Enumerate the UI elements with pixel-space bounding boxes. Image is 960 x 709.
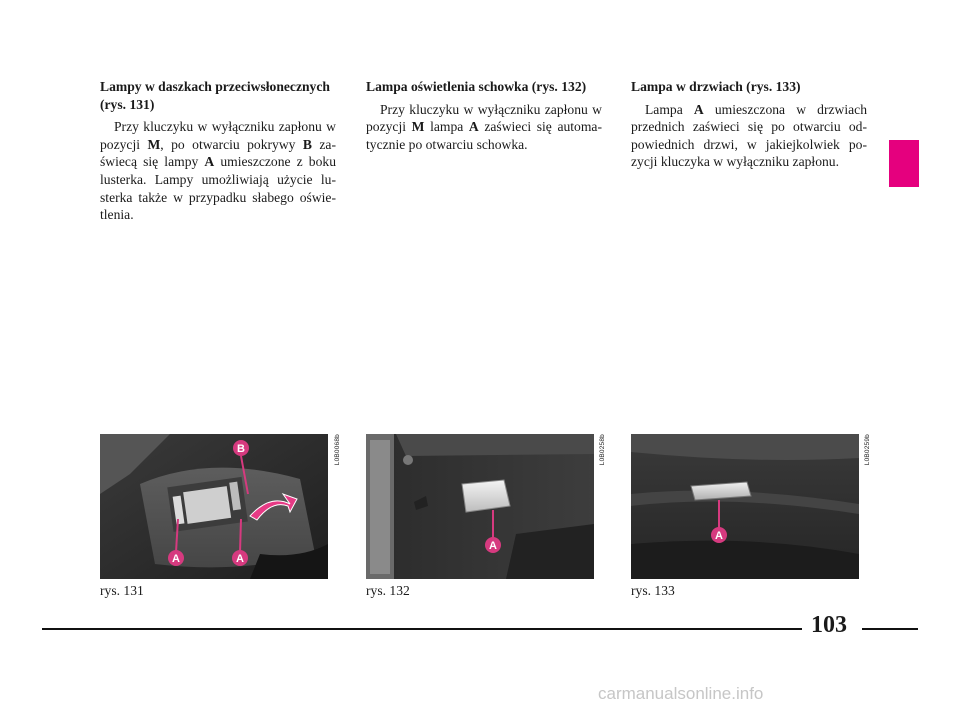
section-body <box>366 101 602 154</box>
figure-door-lamp <box>631 434 859 579</box>
text-run: umieszczona w drzwiach przednich zaświeci się po otwarciu od-powiednich drzwi, w jakiejkolwiek po-zycji kluczyka w wyłączniku zapłonu. <box>631 101 867 170</box>
text-run: lampa <box>424 119 469 135</box>
bold-reference: A <box>693 101 704 117</box>
svg-text:B: B <box>237 443 245 455</box>
watermark: carmanualsonline.info <box>598 684 764 703</box>
bold-reference: A <box>468 119 479 135</box>
bold-reference: M <box>147 136 161 152</box>
section-glovebox-lamp <box>366 78 602 153</box>
section-body <box>631 101 867 171</box>
section-door-lamp <box>631 78 867 171</box>
figure-caption: rys. 133 <box>631 583 675 598</box>
figure-code: L0B0258b <box>599 434 606 466</box>
section-heading: Lampy w daszkach przeciwsłonecznych (rys. 131) <box>100 79 330 112</box>
section-tab-marker <box>889 140 919 187</box>
svg-text:A: A <box>172 553 180 565</box>
figure-glovebox-lamp <box>366 434 594 579</box>
text-run: , po otwarciu pokrywy <box>160 136 303 152</box>
callout-b <box>233 440 249 456</box>
figure-caption: rys. 131 <box>100 583 144 598</box>
door-lamp-photo <box>631 434 859 579</box>
bold-reference: M <box>411 119 425 135</box>
section-heading: Lampa w drzwiach (rys. 133) <box>631 79 801 94</box>
text-run: zaświeci się automa-tycznie po otwarciu schowka. <box>366 119 602 152</box>
sun-visor-photo <box>100 434 328 579</box>
bold-reference: B <box>302 136 312 152</box>
section-heading: Lampa oświetlenia schowka (rys. 132) <box>366 79 587 94</box>
text-run: umieszczone z boku lusterka. Lampy umożliwiają użycie lu-sterka także w przypadku słabego oświe-tlenia. <box>100 154 336 223</box>
page-number: 103 <box>811 612 847 638</box>
svg-text:A: A <box>489 540 497 552</box>
callout-a <box>168 550 184 566</box>
callout-a <box>232 550 248 566</box>
svg-text:A: A <box>236 553 244 565</box>
svg-text:A: A <box>715 530 723 542</box>
figure-code: L0B0068b <box>334 434 341 466</box>
callout-a <box>711 527 727 543</box>
footer-rule <box>862 628 918 630</box>
text-run: Przy kluczyku w wyłączniku zapłonu w pozycji <box>366 101 602 135</box>
glovebox-lamp-photo <box>366 434 594 579</box>
footer-rule <box>42 628 802 630</box>
text-run: Przy kluczyku w wyłączniku zapłonu w pozycji <box>100 119 336 152</box>
text-run: za-świecą się lampy <box>100 136 336 170</box>
text-run: Lampa <box>645 101 694 117</box>
section-sun-visor-lamps <box>100 78 336 224</box>
figure-sun-visor <box>100 434 328 579</box>
figure-code: L0B0259b <box>864 434 871 466</box>
figure-caption: rys. 132 <box>366 583 410 598</box>
section-body <box>100 118 336 224</box>
callout-a <box>485 537 501 553</box>
bold-reference: A <box>204 154 215 170</box>
